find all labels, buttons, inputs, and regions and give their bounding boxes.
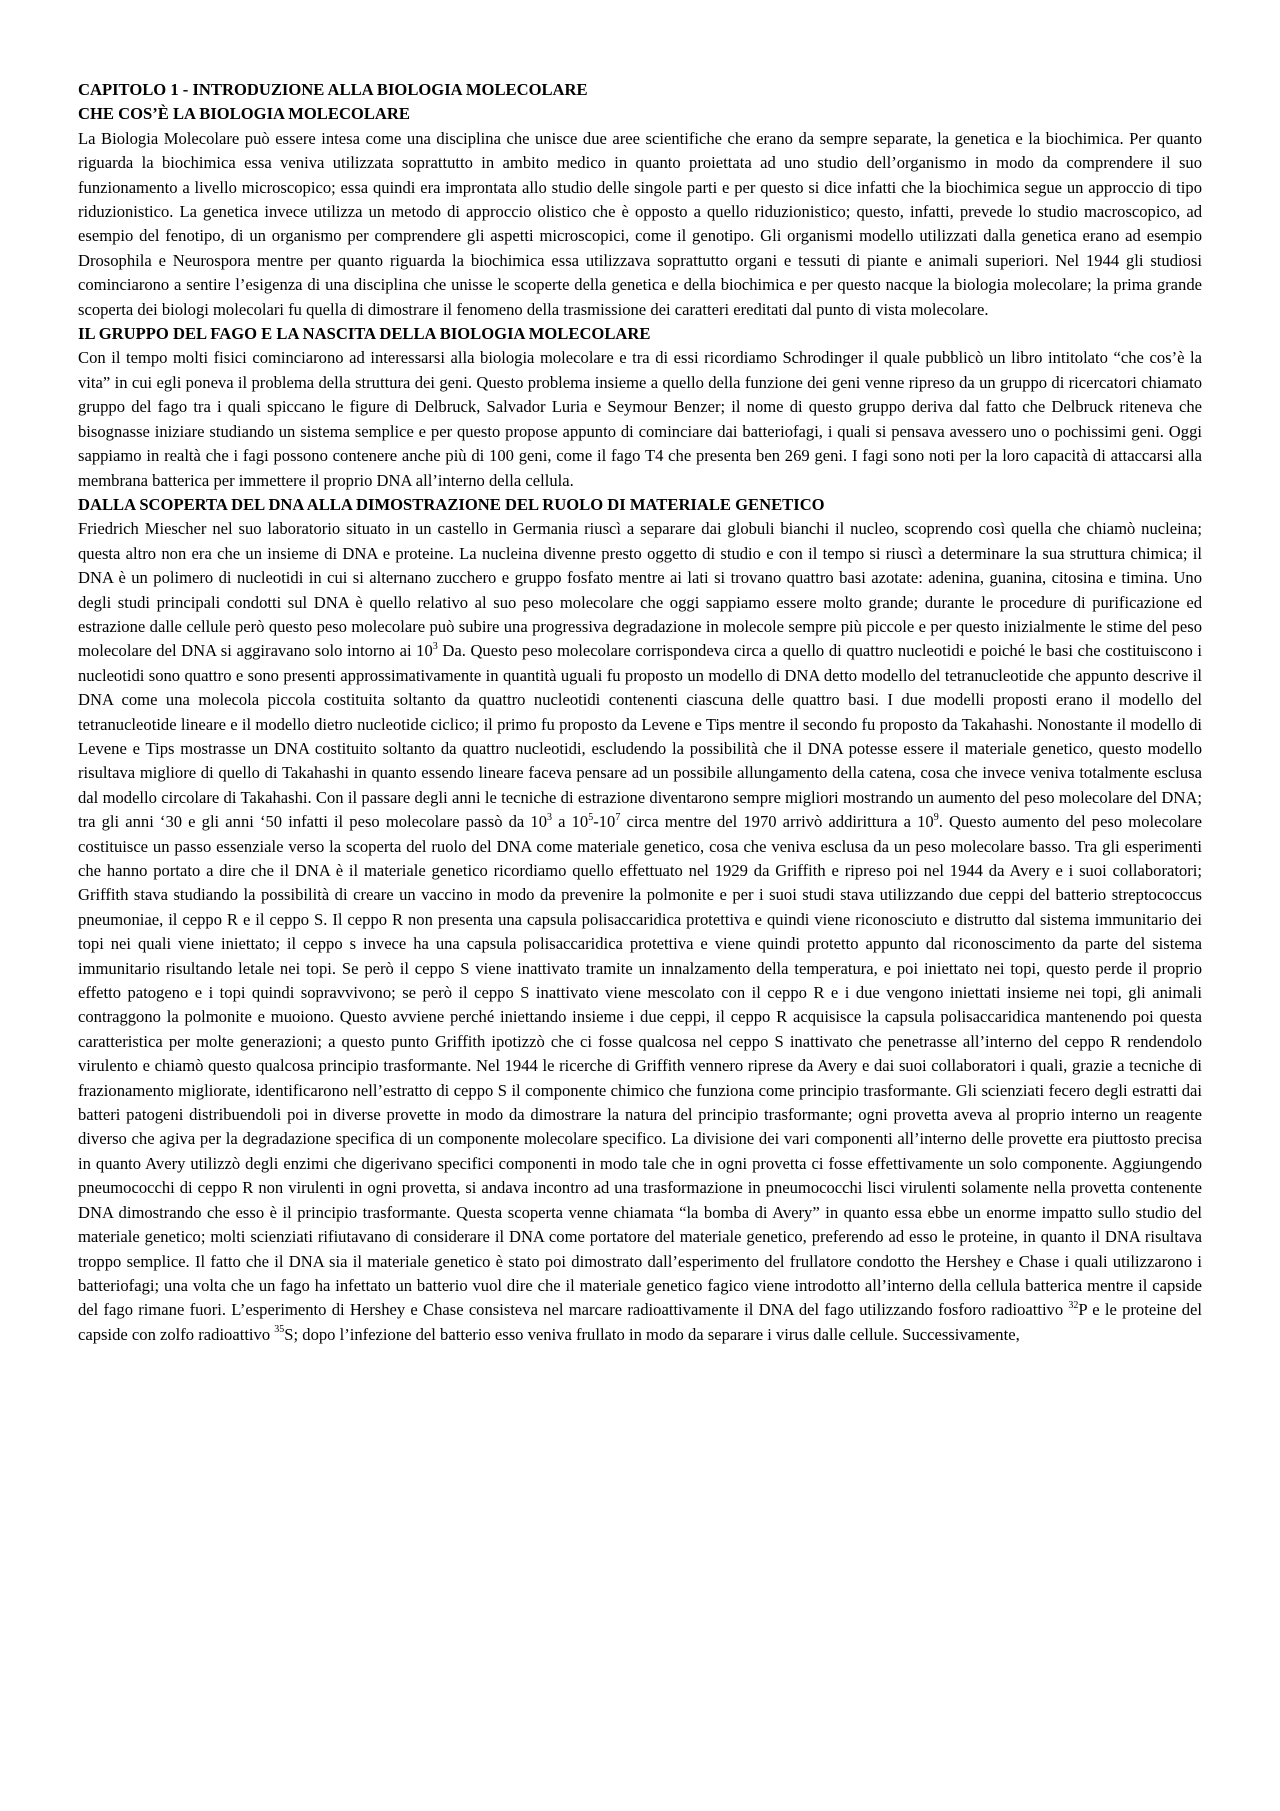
text-run: S; dopo l’infezione del batterio esso veniva frullato in modo da separare i virus dalle cellule. Successivamente, <box>284 1324 1020 1344</box>
text-run: a 10 <box>552 812 589 832</box>
superscript: 5 <box>588 811 594 823</box>
section-paragraph <box>78 127 1202 322</box>
superscript: 9 <box>933 811 939 823</box>
chapter-title: CAPITOLO 1 - INTRODUZIONE ALLA BIOLOGIA MOLECOLARE <box>78 80 588 99</box>
text-run: Friedrich Miescher nel suo laboratorio situato in un castello in Germania riuscì a separare dai globuli bianchi il nucleo, scoprendo così quella che chiamò nucleina; questa altro non era che un insieme di DNA e proteine. La nucleina divenne presto oggetto di studio e con il tempo si riuscì a determinare la sua struttura chimica; il DNA è un polimero di nucleotidi in cui si alternano zucchero e gruppo fosfato mentre ai lati si trovano quattro basi azotate: adenina, guanina, citosina e timina. Uno degli studi principali condotti sul DNA è quello relativo al suo peso molecolare che oggi sappiamo essere molto grande; durante le procedure di purificazione ed estrazione dalle cellule però questo peso molecolare può subire una progressiva degradazione in molecole sempre più piccole e per questo inizialmente le stime del peso molecolare del DNA si aggiravano solo intorno ai 10 <box>78 519 1202 661</box>
superscript: 7 <box>615 811 621 823</box>
section-paragraph <box>78 517 1202 1347</box>
text-run: Con il tempo molti fisici cominciarono ad interessarsi alla biologia molecolare e tra di essi ricordiamo Schrodinger il quale pubblicò un libro intitolato “che cos’è la vita” in cui egli poneva il problema della struttura dei geni. Questo problema insieme a quello della funzione dei geni venne ripreso da un gruppo di ricercatori chiamato gruppo del fago tra i quali spiccano le figure di Delbruck, Salvador Luria e Seymour Benzer; il nome di questo gruppo deriva dal fatto che Delbruck riteneva che bisognasse iniziare studiando un sistema semplice e per questo propose appunto di cominciare dai batteriofagi, i quali si pensava avessero uno o pochissimi geni. Oggi sappiamo in realtà che i fagi possono contenere anche più di 100 geni, come il fago T4 che presenta ben 269 geni. I fagi sono noti per la loro capacità di attaccarsi alla membrana batterica per immettere il proprio DNA all’interno della cellula. <box>78 348 1202 490</box>
section-paragraph <box>78 346 1202 492</box>
superscript: 35 <box>274 1324 285 1336</box>
superscript: 3 <box>547 811 553 823</box>
text-run: Da. Questo peso molecolare corrispondeva circa a quello di quattro nucleotidi e poiché le basi che costituiscono i nucleotidi sono quattro e sono presenti approssimativamente in quantità uguali fu proposto un modello di DNA detto modello del tetranucleotide che appunto descrive il DNA come una molecola piccola costituita soltanto da quattro nucleotidi contenenti ciascuna delle quattro basi. I due modelli proposti erano il modello del tetranucleotide lineare e il modello dietro nucleotide ciclico; il primo fu proposto da Levene e Tips mentre il secondo fu proposto da Takahashi. Nonostante il modello di Levene e Tips mostrasse un DNA costituito soltanto da quattro nucleotidi, escludendo la possibilità che il DNA potesse essere il materiale genetico, questo modello risultava migliore di quello di Takahashi in quanto essendo lineare faceva pensare ad un possibile allungamento della catena, cosa che invece veniva totalmente esclusa dal modello circolare di Takahashi. Con il passare degli anni le tecniche di estrazione diventarono sempre migliori mostrando un aumento del peso molecolare del DNA; tra gli anni ‘30 e gli anni ‘50 infatti il peso molecolare passò da 10 <box>78 641 1202 832</box>
superscript: 3 <box>432 640 438 652</box>
text-run: . Questo aumento del peso molecolare costituisce un passo essenziale verso la scoperta del ruolo del DNA come materiale genetico, cosa che veniva esclusa da un peso molecolare basso. Tra gli esperimenti che hanno portato a dire che il DNA è il materiale genetico ricordiamo quello effettuato nel 1929 da Griffith e ripreso poi nel 1944 da Avery e i suoi collaboratori; Griffith stava studiando la possibilità di creare un vaccino in modo da prevenire la polmonite e per i suoi studi stava utilizzando due ceppi del batterio streptococcus pneumoniae, il ceppo R e il ceppo S. Il ceppo R non presenta una capsula polisaccaridica protettiva e quindi viene riconosciuto e distrutto dal sistema immunitario dei topi nei quali viene iniettato; il ceppo s invece ha una capsula polisaccaridica protettiva e viene quindi protetto appunto dal riconoscimento da parte del sistema immunitario risultando letale nei topi. Se però il ceppo S viene inattivato tramite un innalzamento della temperatura, e poi iniettato nei topi, questo perde il proprio effetto patogeno e i topi quindi sopravvivono; se però il ceppo S inattivato viene mescolato con il ceppo R e i due vengono iniettati insieme nei topi, gli animali contraggono la polmonite e muoiono. Questo avviene perché iniettando insieme i due ceppi, il ceppo R acquisisce la capsula polisaccaridica mantenendo poi questa caratteristica per molte generazioni; a questo punto Griffith ipotizzò che ci fosse qualcosa nel ceppo S inattivato che penetrasse all’interno del ceppo R rendendolo virulento e chiamò questo qualcosa principio trasformante. Nel 1944 le ricerche di Griffith vennero riprese da Avery e dai suoi collaboratori i quali, grazie a tecniche di frazionamento migliorate, identificarono nell’estratto di ceppo S il componente chimico che funziona come principio trasformante. Gli scienziati fecero degli estratti dai batteri patogeni distribuendoli poi in diverse provette in modo da dimostrare la natura del principio trasformante; ogni provetta aveva al proprio interno un reagente diverso che agiva per la degradazione specifica di un componente molecolare specifico. La divisione dei vari componenti all’interno delle provette era piuttosto precisa in quanto Avery utilizzò degli enzimi che digerivano specifici componenti in modo tale che in ogni provetta ci fosse effettivamente un solo componente. Aggiungendo pneumococchi di ceppo R non virulenti in ogni provetta, si andava incontro ad una trasformazione in pneumococchi lisci virulenti solamente nella provetta contenente DNA dimostrando che esso è il principio trasformante. Questa scoperta venne chiamata “la bomba di Avery” in quanto essa ebbe un enorme impatto sullo studio del materiale genetico; molti scienziati rifiutavano di considerare il DNA come portatore del materiale genetico, preferendo ad esso le proteine, in quanto il DNA risultava troppo semplice. Il fatto che il DNA sia il materiale genetico è stato poi dimostrato dall’esperimento del frullatore condotto the Hershey e Chase i quali utilizzarono i batteriofagi; una volta che un fago ha infettato un batterio vuol dire che il materiale genetico fagico viene introdotto all’interno della cellula batterica mentre il capside del fago rimane fuori. L’esperimento di Hershey e Chase consisteva nel marcare radioattivamente il DNA del fago utilizzando fosforo radioattivo <box>78 812 1203 1320</box>
text-run: -10 <box>593 812 616 832</box>
text-run: P e le proteine del capside con zolfo radioattivo <box>78 1300 1202 1344</box>
section-heading-cosa-e-biologia-molecolare: CHE COS’È LA BIOLOGIA MOLECOLARE <box>78 104 410 124</box>
text-run: La Biologia Molecolare può essere intesa come una disciplina che unisce due aree scientifiche che erano da sempre separate, la genetica e la biochimica. Per quanto riguarda la biochimica essa veniva utilizzata soprattutto in ambito medico in quanto proiettata ad uno studio dell’organismo in modo da comprendere il suo funzionamento a livello microscopico; essa quindi era improntata allo studio delle singole parti e per questo si dice infatti che la biochimica segue un approccio di tipo riduzionistico. La genetica invece utilizza un metodo di approccio olistico che è opposto a quello riduzionistico; questo, infatti, prevede lo studio macroscopico, ad esempio del fenotipo, di un organismo per comprendere gli aspetti microscopici, come il genotipo. Gli organismi modello utilizzati dalla genetica erano ad esempio Drosophila e Neurospora mentre per quanto riguarda la biochimica essa utilizzava soprattutto organi e tessuti di piante e animali superiori. Nel 1944 gli studiosi cominciarono a sentire l’esigenza di una disciplina che unisse le scoperte della genetica e della biochimica e per questo nacque la biologia molecolare; la prima grande scoperta dei biologi molecolari fu quella di dimostrare il fenomeno della trasmissione dei caratteri ereditati dal punto di vista molecolare. <box>78 128 1202 319</box>
superscript: 32 <box>1068 1299 1079 1311</box>
document-page <box>78 78 1202 1347</box>
section-heading-scoperta-del-dna: DALLA SCOPERTA DEL DNA ALLA DIMOSTRAZIONE DEL RUOLO DI MATERIALE GENETICO <box>78 494 825 514</box>
text-run: circa mentre del 1970 arrivò addirittura a 10 <box>620 812 934 832</box>
section-heading-gruppo-del-fago: IL GRUPPO DEL FAGO E LA NASCITA DELLA BIOLOGIA MOLECOLARE <box>78 324 651 344</box>
